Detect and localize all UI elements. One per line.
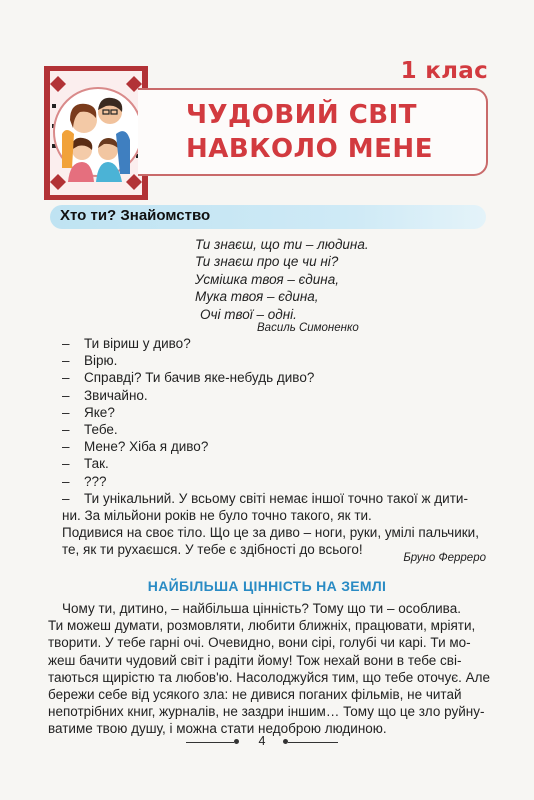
subheading: НАЙБІЛЬША ЦІННІСТЬ НА ЗЕМЛІ xyxy=(147,578,387,594)
poem-line: Ти знаєш, що ти – людина. xyxy=(195,237,369,252)
body-line: ватиме твою душу, і можна стати недоброю людиною. xyxy=(48,721,387,737)
dialogue-line: – Справді? Ти бачив яке-небудь диво? xyxy=(62,370,315,386)
body-line: таються щирістю та любов'ю. Насолоджуйся тим, що тебе оточує. Але xyxy=(48,669,491,685)
poem-author: Василь Симоненко xyxy=(257,322,359,334)
page-number: 4 xyxy=(258,734,266,748)
poem xyxy=(195,236,369,323)
footer-rule xyxy=(288,742,338,743)
chapter-title xyxy=(186,98,466,166)
page-footer xyxy=(0,735,534,749)
body-line: бережи себе від усякого зла: не дивися поганих фільмів, не читай xyxy=(48,687,462,703)
section-title: Хто ти? Знайомство xyxy=(60,207,211,224)
poem-line: Мука твоя – єдина, xyxy=(195,289,319,305)
poem-line: Усмішка твоя – єдина, xyxy=(195,271,339,287)
chapter-title-line: НАВКОЛО МЕНЕ xyxy=(186,134,433,164)
dialogue-line: – Тебе. xyxy=(62,422,118,438)
body-text xyxy=(48,600,491,738)
dialogue-line: – Звичайно. xyxy=(62,387,148,403)
dialogue-continuation: ни. За мільйони років не було точно такого, як ти. xyxy=(62,508,372,524)
body-line: Чому ти, дитино, – найбільша цінність? Тому що ти – особлива. xyxy=(62,601,461,616)
grade-label: 1 клас xyxy=(400,58,488,84)
dialogue xyxy=(62,335,490,559)
quote-author: Бруно Ферреро xyxy=(403,552,486,564)
dialogue-line: – Ти унікальний. У всьому світі немає іншої точно такої ж дити- xyxy=(62,490,468,506)
family-portrait-icon xyxy=(40,64,152,204)
dialogue-line: – Ти віриш у диво? xyxy=(62,336,191,351)
footer-rule xyxy=(186,742,234,743)
paragraph-line: те, як ти рухаєшся. У тебе є здібності до всього! xyxy=(62,542,363,558)
dialogue-line: – ??? xyxy=(62,473,107,489)
paragraph-line: Подивися на своє тіло. Що це за диво – ноги, руки, умілі пальчики, xyxy=(62,525,479,541)
footer-dot xyxy=(234,739,239,744)
body-line: творити. У тебе гарні очі. Очевидно, вони сірі, голубі чи карі. Ти мо- xyxy=(48,635,471,651)
chapter-title-line: ЧУДОВИЙ СВІТ xyxy=(186,100,418,130)
poem-line: Ти знаєш про це чи ні? xyxy=(195,254,339,270)
body-line: Ти можеш думати, розмовляти, любити ближніх, працювати, мріяти, xyxy=(48,618,476,634)
body-line: непотрібних книг, журналів, не заздри іншим… Тому що це зло руйну- xyxy=(48,704,485,720)
dialogue-line: – Яке? xyxy=(62,404,115,420)
dialogue-line: – Мене? Хіба я диво? xyxy=(62,439,209,455)
poem-line: Очі твої – одні. xyxy=(200,306,297,322)
dialogue-line: – Вірю. xyxy=(62,353,118,369)
body-line: жеш бачити чудовий світ і радіти йому! Тож нехай вони в тебе сві- xyxy=(48,652,462,668)
dialogue-line: – Так. xyxy=(62,456,109,472)
